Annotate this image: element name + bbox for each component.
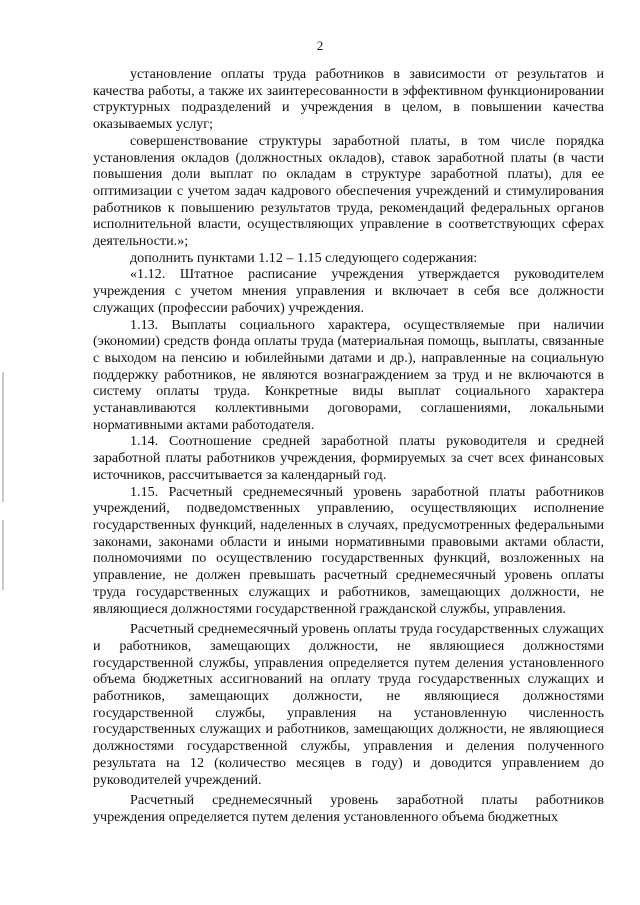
- paragraph: дополнить пунктами 1.12 – 1.15 следующего содержания:: [130, 249, 478, 266]
- paragraph: «1.12. Штатное расписание учреждения утверждается руководителем учреждения с учетом мнения управления и включает в себя все должности служащих (профессии рабочих) учреждения.: [93, 266, 604, 316]
- paragraph: совершенствование структуры заработной платы, в том числе порядка установления окладов (должностных окладов), ставок заработной платы (в части повышения доли выплат по окладам в структуре заработной платы), для ее оптимизации с учетом задач кадрового обеспечения учреждений и стимулирования работников к повышению результатов труда, рекомендаций федеральных органов исполнительной власти, осуществляющих управление в соответствующих сферах деятельности.»;: [93, 132, 604, 250]
- scan-margin-mark: [2, 372, 4, 502]
- paragraph: установление оплаты труда работников в зависимости от результатов и качества работы, а также их заинтересованности в эффективном функционировании структурных подразделений и учреждения в целом, в повышении качества оказываемых услуг;: [93, 66, 604, 133]
- paragraph: 1.13. Выплаты социального характера, осуществляемые при наличии (экономии) средств фонда оплаты труда (материальная помощь, выплаты, связанные с выходом на пенсию и юбилейными датами и др.), направленные на социальную поддержку работников, не являются вознаграждением за труд и не включаются в систему оплаты труда. Конкретные виды выплат социального характера устанавливаются коллективными договорами, соглашениями, локальными нормативными актами работодателя.: [93, 316, 604, 433]
- paragraph: Расчетный среднемесячный уровень заработной платы работников учреждения определяется путем деления установленного объема бюджетных: [93, 792, 604, 825]
- document-body: [93, 66, 604, 826]
- paragraph: 1.14. Соотношение средней заработной платы руководителя и средней заработной платы работников учреждения, формируемых за счет всех финансовых источников, рассчитывается за календарный год.: [93, 433, 604, 483]
- page-number: 2: [316, 38, 324, 53]
- paragraph: Расчетный среднемесячный уровень оплаты труда государственных служащих и работников, замещающих должности, не являющиеся должностями государственной службы, управления определяется путем деления установленного объема бюджетных ассигнований на оплату труда государственных служащих и работников, замещающих должности, не являющиеся должностями государственной службы, управления на установленную численность государственных служащих и работников, замещающих должности, не являющиеся должностями государственной службы, управления и деления полученного результата на 12 (количество месяцев в году) и доводится управлением до руководителей учреждений.: [93, 621, 604, 788]
- paragraph: 1.15. Расчетный среднемесячный уровень заработной платы работников учреждений, подведомственных управлению, осуществляющих исполнение государственных функций, наделенных в случаях, предусмотренных федеральными законами, законами области и иными нормативными правовыми актами области, полномочиями по осуществлению государственных функций, возложенных на управление, не должен превышать расчетный среднемесячный уровень оплаты труда государственных служащих и работников, замещающих должности, не являющиеся должностями государственной гражданской службы, управления.: [93, 483, 604, 617]
- scan-margin-mark: [2, 520, 4, 590]
